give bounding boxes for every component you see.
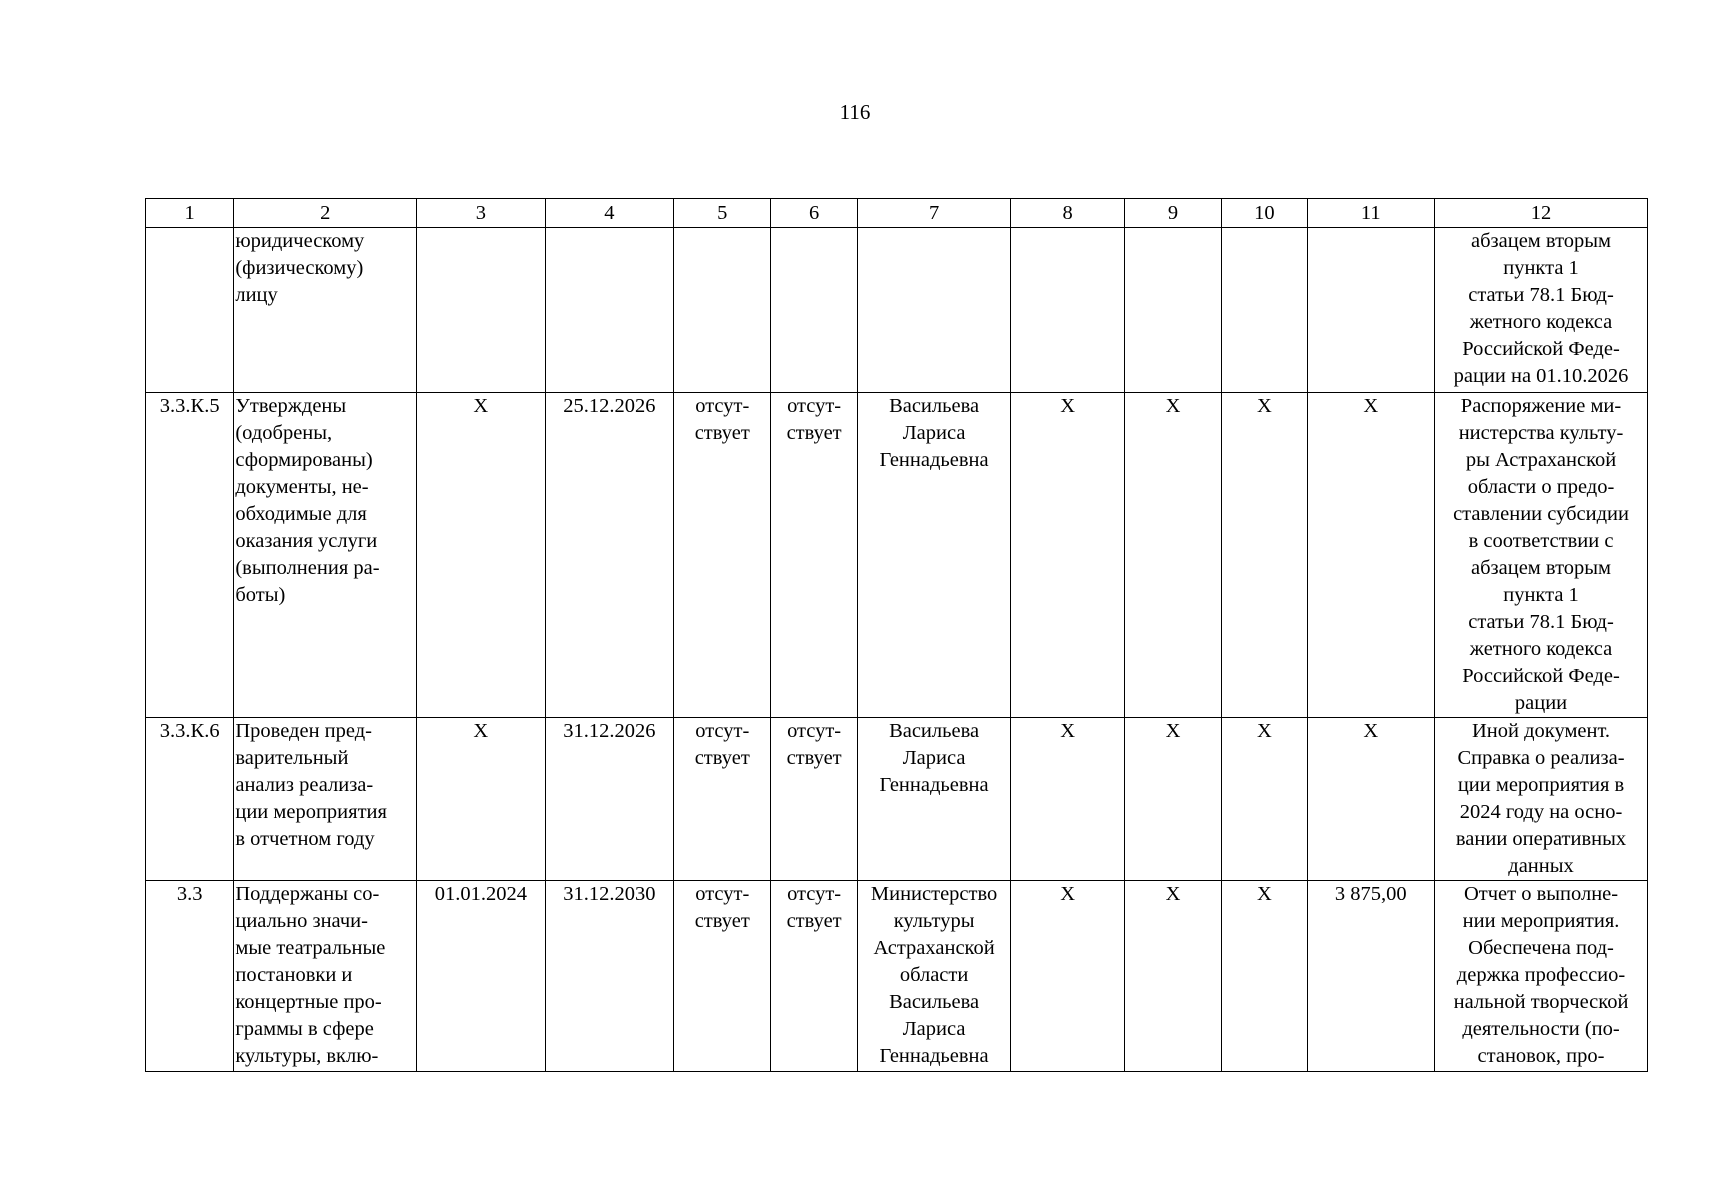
- header-cell: 6: [771, 199, 857, 228]
- col9-cell: X: [1124, 393, 1221, 718]
- end-date-cell: 31.12.2030: [545, 881, 674, 1072]
- col8-cell: X: [1011, 881, 1124, 1072]
- header-cell: 5: [674, 199, 771, 228]
- document-cell: Иной документ. Справка о реализа- ции мероприятия в 2024 году на осно- вании оперативных данных: [1435, 718, 1648, 881]
- responsible-cell: Васильева Лариса Геннадьевна: [857, 393, 1011, 718]
- name-cell: Утверждены (одобрены, сформированы) документы, не- обходимые для оказания услуги (выполнения ра- боты): [234, 393, 417, 718]
- col11-cell: X: [1307, 393, 1435, 718]
- col8-cell: [1011, 228, 1124, 393]
- col5-cell: отсут- ствует: [674, 393, 771, 718]
- col8-cell: X: [1011, 718, 1124, 881]
- start-date-cell: [417, 228, 546, 393]
- header-cell: 2: [234, 199, 417, 228]
- plan-table: [145, 198, 1648, 1072]
- col6-cell: отсут- ствует: [771, 881, 857, 1072]
- name-cell: Поддержаны со- циально значи- мые театральные постановки и концертные про- граммы в сфере культуры, вклю-: [234, 881, 417, 1072]
- col8-cell: X: [1011, 393, 1124, 718]
- col5-cell: отсут- ствует: [674, 718, 771, 881]
- header-cell: 1: [146, 199, 234, 228]
- start-date-cell: 01.01.2024: [417, 881, 546, 1072]
- col9-cell: [1124, 228, 1221, 393]
- header-cell: 11: [1307, 199, 1435, 228]
- col6-cell: [771, 228, 857, 393]
- start-date-cell: X: [417, 718, 546, 881]
- name-cell: Проведен пред- варительный анализ реализа- ции мероприятия в отчетном году: [234, 718, 417, 881]
- col11-cell: [1307, 228, 1435, 393]
- code-cell: [146, 228, 234, 393]
- name-cell: юридическому (физическому) лицу: [234, 228, 417, 393]
- end-date-cell: 25.12.2026: [545, 393, 674, 718]
- code-cell: 3.3: [146, 881, 234, 1072]
- header-cell: 10: [1222, 199, 1307, 228]
- responsible-cell: [857, 228, 1011, 393]
- end-date-cell: 31.12.2026: [545, 718, 674, 881]
- table-row: [146, 718, 1648, 881]
- col10-cell: X: [1222, 393, 1307, 718]
- col9-cell: X: [1124, 881, 1221, 1072]
- header-cell: 7: [857, 199, 1011, 228]
- header-cell: 4: [545, 199, 674, 228]
- document-cell: Распоряжение ми- нистерства культу- ры Астраханской области о предо- ставлении субсидии в соответствии с абзацем вторым пункта 1 статьи 78.1 Бюд- жетного кодекса Российской Феде- рации: [1435, 393, 1648, 718]
- header-cell: 12: [1435, 199, 1648, 228]
- code-cell: 3.3.К.6: [146, 718, 234, 881]
- col6-cell: отсут- ствует: [771, 718, 857, 881]
- col10-cell: X: [1222, 718, 1307, 881]
- col6-cell: отсут- ствует: [771, 393, 857, 718]
- header-cell: 9: [1124, 199, 1221, 228]
- col9-cell: X: [1124, 718, 1221, 881]
- col11-cell: 3 875,00: [1307, 881, 1435, 1072]
- header-cell: 8: [1011, 199, 1124, 228]
- col5-cell: отсут- ствует: [674, 881, 771, 1072]
- table-row: [146, 228, 1648, 393]
- table-row: [146, 393, 1648, 718]
- header-row: [146, 199, 1648, 228]
- code-cell: 3.3.К.5: [146, 393, 234, 718]
- table-row: [146, 881, 1648, 1072]
- responsible-cell: Васильева Лариса Геннадьевна: [857, 718, 1011, 881]
- document-cell: абзацем вторым пункта 1 статьи 78.1 Бюд- жетного кодекса Российской Феде- рации на 01.10.2026: [1435, 228, 1648, 393]
- document-cell: Отчет о выполне- нии мероприятия. Обеспечена под- держка профессио- нальной творческой деятельности (по- становок, про-: [1435, 881, 1648, 1072]
- responsible-cell: Министерство культуры Астраханской области Васильева Лариса Геннадьевна: [857, 881, 1011, 1072]
- col5-cell: [674, 228, 771, 393]
- col11-cell: X: [1307, 718, 1435, 881]
- header-cell: 3: [417, 199, 546, 228]
- col10-cell: X: [1222, 881, 1307, 1072]
- col10-cell: [1222, 228, 1307, 393]
- start-date-cell: X: [417, 393, 546, 718]
- end-date-cell: [545, 228, 674, 393]
- page-number: 116: [839, 100, 871, 124]
